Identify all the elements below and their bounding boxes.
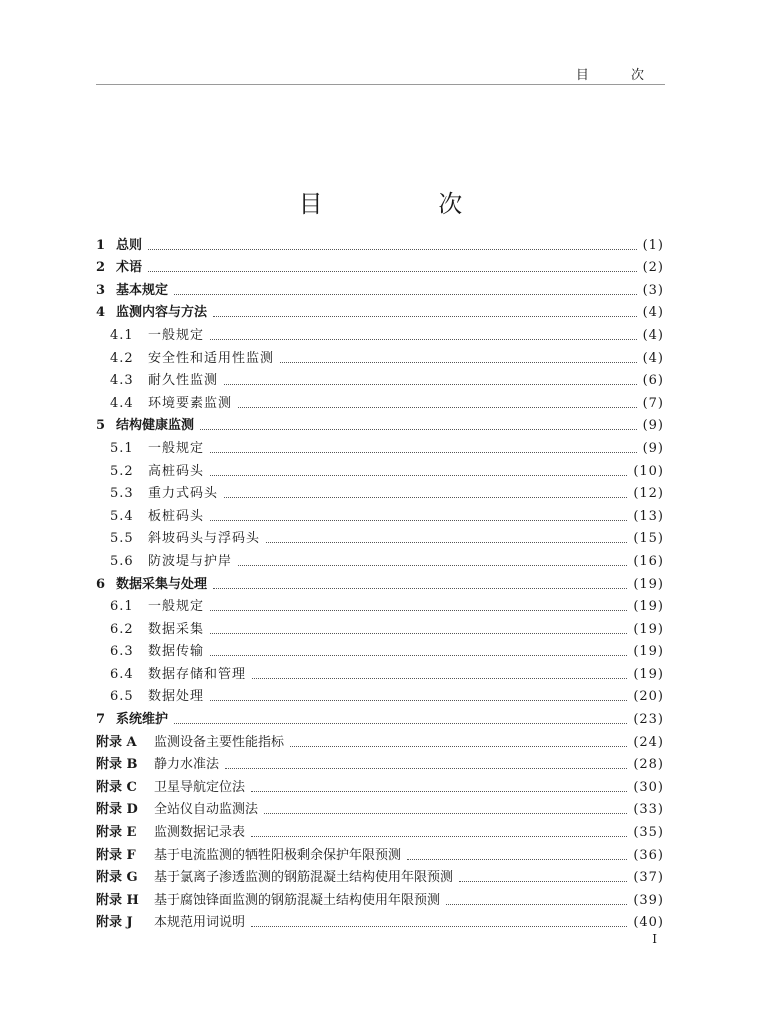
toc-entry-page: (12) bbox=[633, 486, 664, 502]
toc-entry-label: 总则 bbox=[116, 237, 143, 253]
toc-entry[interactable] bbox=[96, 909, 664, 932]
page-number: I bbox=[652, 932, 657, 946]
toc-entry-page: (7) bbox=[642, 395, 664, 411]
toc-entry-number: 5.6 bbox=[110, 553, 134, 569]
toc-entry-label: 一般规定 bbox=[148, 440, 205, 456]
toc-entry-label: 静力水准法 bbox=[154, 757, 220, 773]
dot-leader bbox=[238, 406, 637, 408]
toc-entry-number: 4.2 bbox=[110, 350, 134, 366]
toc-entry-label: 卫星导航定位法 bbox=[154, 779, 246, 795]
toc-entry-number: 6.2 bbox=[110, 621, 134, 637]
running-header bbox=[96, 58, 665, 85]
toc-entry-number: 4.1 bbox=[110, 327, 134, 343]
toc-entry-number: 附录 E bbox=[96, 825, 137, 841]
toc-entry-number: 2 bbox=[96, 260, 106, 276]
toc-entry-number: 附录 G bbox=[96, 870, 138, 886]
toc-entry-number: 附录 A bbox=[96, 734, 137, 750]
toc-entry-number: 7 bbox=[96, 712, 106, 728]
dot-leader bbox=[225, 767, 627, 769]
toc-entry-page: (28) bbox=[633, 757, 664, 773]
toc-entry-label: 重力式码头 bbox=[148, 486, 219, 502]
toc-entry-label: 监测数据记录表 bbox=[154, 825, 246, 841]
dot-leader bbox=[290, 745, 627, 747]
toc-entry-number: 5.4 bbox=[110, 508, 134, 524]
toc-entry-label: 数据处理 bbox=[148, 689, 205, 705]
toc-entry[interactable] bbox=[96, 321, 664, 344]
toc-entry-page: (4) bbox=[642, 305, 664, 321]
toc-entry-number: 4.3 bbox=[110, 373, 134, 389]
toc-entry-number: 附录 H bbox=[96, 892, 139, 908]
dot-leader bbox=[266, 541, 627, 543]
toc-entry-label: 基于电流监测的牺牲阳极剩余保护年限预测 bbox=[154, 847, 402, 863]
toc-entry-page: (24) bbox=[633, 734, 664, 750]
toc-entry-number: 5.2 bbox=[110, 463, 134, 479]
toc-entry-page: (33) bbox=[633, 802, 664, 818]
dot-leader bbox=[210, 474, 627, 476]
dot-leader bbox=[148, 248, 637, 250]
toc-entry-page: (19) bbox=[633, 644, 664, 660]
toc-entry[interactable] bbox=[96, 367, 664, 390]
toc-entry-page: (20) bbox=[633, 689, 664, 705]
toc-entry[interactable] bbox=[96, 864, 664, 887]
toc-entry-page: (19) bbox=[633, 599, 664, 615]
toc-entry-page: (1) bbox=[642, 237, 664, 253]
toc-entry-label: 结构健康监测 bbox=[116, 418, 195, 434]
dot-leader bbox=[148, 270, 637, 272]
toc-entry[interactable] bbox=[96, 570, 664, 593]
dot-leader bbox=[224, 383, 637, 385]
toc-entry[interactable] bbox=[96, 276, 664, 299]
toc-entry[interactable] bbox=[96, 841, 664, 864]
toc-entry[interactable] bbox=[96, 886, 664, 909]
toc-entry-number: 6.4 bbox=[110, 666, 134, 682]
toc-entry[interactable] bbox=[96, 705, 664, 728]
toc-entry-label: 数据采集 bbox=[148, 621, 205, 637]
dot-leader bbox=[210, 632, 627, 634]
toc-entry[interactable] bbox=[96, 344, 664, 367]
toc-entry-page: (4) bbox=[642, 327, 664, 343]
dot-leader bbox=[407, 858, 627, 860]
toc-entry-label: 板桩码头 bbox=[148, 508, 205, 524]
toc-entry-number: 4 bbox=[96, 305, 106, 321]
toc-entry[interactable] bbox=[96, 254, 664, 277]
toc-entry-label: 全站仪自动监测法 bbox=[154, 802, 259, 818]
toc-entry-label: 数据采集与处理 bbox=[116, 576, 208, 592]
dot-leader bbox=[210, 699, 627, 701]
toc-entry[interactable] bbox=[96, 615, 664, 638]
toc-entry-number: 5 bbox=[96, 418, 106, 434]
toc-entry-label: 一般规定 bbox=[148, 599, 205, 615]
toc-entry-label: 斜坡码头与浮码头 bbox=[148, 531, 261, 547]
dot-leader bbox=[252, 677, 627, 679]
dot-leader bbox=[210, 609, 627, 611]
toc-entry-page: (15) bbox=[633, 531, 664, 547]
toc-entry[interactable] bbox=[96, 434, 664, 457]
toc-entry[interactable] bbox=[96, 683, 664, 706]
dot-leader bbox=[210, 519, 627, 521]
dot-leader bbox=[251, 835, 627, 837]
dot-leader bbox=[238, 564, 627, 566]
toc-entry-label: 高桩码头 bbox=[148, 463, 205, 479]
dot-leader bbox=[174, 293, 637, 295]
toc-entry-page: (19) bbox=[633, 576, 664, 592]
toc-entry-number: 6.1 bbox=[110, 599, 134, 615]
toc-entry-page: (35) bbox=[633, 825, 664, 841]
toc-entry[interactable] bbox=[96, 638, 664, 661]
toc-entry[interactable] bbox=[96, 660, 664, 683]
toc-entry-label: 数据存储和管理 bbox=[148, 666, 247, 682]
toc-entry-page: (19) bbox=[633, 621, 664, 637]
toc-entry-page: (3) bbox=[642, 282, 664, 298]
toc-entry[interactable] bbox=[96, 796, 664, 819]
dot-leader bbox=[251, 790, 627, 792]
toc-entry-page: (2) bbox=[642, 260, 664, 276]
table-of-contents bbox=[96, 231, 664, 931]
toc-entry-number: 附录 B bbox=[96, 757, 138, 773]
toc-entry[interactable] bbox=[96, 818, 664, 841]
toc-entry-label: 基本规定 bbox=[116, 282, 169, 298]
toc-entry-page: (9) bbox=[642, 440, 664, 456]
dot-leader bbox=[251, 925, 627, 927]
toc-entry-page: (39) bbox=[633, 892, 664, 908]
toc-entry-page: (9) bbox=[642, 418, 664, 434]
toc-entry[interactable] bbox=[96, 457, 664, 480]
toc-entry-label: 防波堤与护岸 bbox=[148, 553, 233, 569]
toc-entry-page: (6) bbox=[642, 373, 664, 389]
dot-leader bbox=[174, 722, 627, 724]
toc-entry-number: 4.4 bbox=[110, 395, 134, 411]
toc-entry-number: 6.3 bbox=[110, 644, 134, 660]
dot-leader bbox=[210, 451, 637, 453]
toc-entry-number: 5.5 bbox=[110, 531, 134, 547]
dot-leader bbox=[210, 654, 627, 656]
toc-entry-label: 系统维护 bbox=[116, 712, 169, 728]
toc-entry[interactable] bbox=[96, 751, 664, 774]
toc-entry-label: 本规范用词说明 bbox=[154, 915, 246, 931]
toc-entry-label: 安全性和适用性监测 bbox=[148, 350, 275, 366]
toc-entry-number: 1 bbox=[96, 237, 106, 253]
toc-entry-label: 监测内容与方法 bbox=[116, 305, 208, 321]
toc-entry-number: 附录 J bbox=[96, 915, 133, 931]
dot-leader bbox=[446, 903, 627, 905]
toc-entry[interactable] bbox=[96, 525, 664, 548]
toc-entry-label: 数据传输 bbox=[148, 644, 205, 660]
dot-leader bbox=[210, 338, 637, 340]
toc-entry-label: 一般规定 bbox=[148, 327, 205, 343]
toc-entry-number: 6.5 bbox=[110, 689, 134, 705]
toc-entry-number: 附录 F bbox=[96, 847, 136, 863]
toc-entry-label: 监测设备主要性能指标 bbox=[154, 734, 285, 750]
dot-leader bbox=[213, 587, 627, 589]
toc-entry-number: 5.3 bbox=[110, 486, 134, 502]
toc-entry[interactable] bbox=[96, 593, 664, 616]
toc-entry-page: (36) bbox=[633, 847, 664, 863]
toc-entry-label: 基于腐蚀锋面监测的钢筋混凝土结构使用年限预测 bbox=[154, 892, 441, 908]
toc-entry[interactable] bbox=[96, 389, 664, 412]
dot-leader bbox=[280, 361, 637, 363]
toc-entry[interactable] bbox=[96, 728, 664, 751]
toc-entry-page: (16) bbox=[633, 553, 664, 569]
dot-leader bbox=[459, 880, 627, 882]
dot-leader bbox=[264, 812, 627, 814]
toc-entry-label: 耐久性监测 bbox=[148, 373, 219, 389]
toc-entry-number: 6 bbox=[96, 576, 106, 592]
toc-entry[interactable] bbox=[96, 299, 664, 322]
toc-entry-page: (30) bbox=[633, 779, 664, 795]
dot-leader bbox=[213, 315, 637, 317]
toc-entry-label: 基于氯离子渗透监测的钢筋混凝土结构使用年限预测 bbox=[154, 870, 454, 886]
toc-entry-page: (40) bbox=[633, 915, 664, 931]
toc-entry-page: (19) bbox=[633, 666, 664, 682]
toc-entry-page: (10) bbox=[633, 463, 664, 479]
toc-entry[interactable] bbox=[96, 773, 664, 796]
toc-entry[interactable] bbox=[96, 231, 664, 254]
toc-entry[interactable] bbox=[96, 480, 664, 503]
toc-entry[interactable] bbox=[96, 412, 664, 435]
toc-entry[interactable] bbox=[96, 502, 664, 525]
toc-entry-page: (23) bbox=[633, 712, 664, 728]
toc-entry[interactable] bbox=[96, 547, 664, 570]
page-title: 目 次 bbox=[298, 190, 517, 218]
toc-entry-label: 环境要素监测 bbox=[148, 395, 233, 411]
toc-entry-number: 5.1 bbox=[110, 440, 134, 456]
toc-entry-label: 术语 bbox=[116, 260, 143, 276]
toc-entry-page: (37) bbox=[633, 870, 664, 886]
toc-entry-number: 3 bbox=[96, 282, 106, 298]
dot-leader bbox=[200, 428, 637, 430]
running-header-title: 目 次 bbox=[575, 68, 663, 83]
toc-entry-number: 附录 C bbox=[96, 779, 137, 795]
toc-entry-page: (13) bbox=[633, 508, 664, 524]
dot-leader bbox=[224, 496, 627, 498]
toc-entry-page: (4) bbox=[642, 350, 664, 366]
toc-entry-number: 附录 D bbox=[96, 802, 138, 818]
